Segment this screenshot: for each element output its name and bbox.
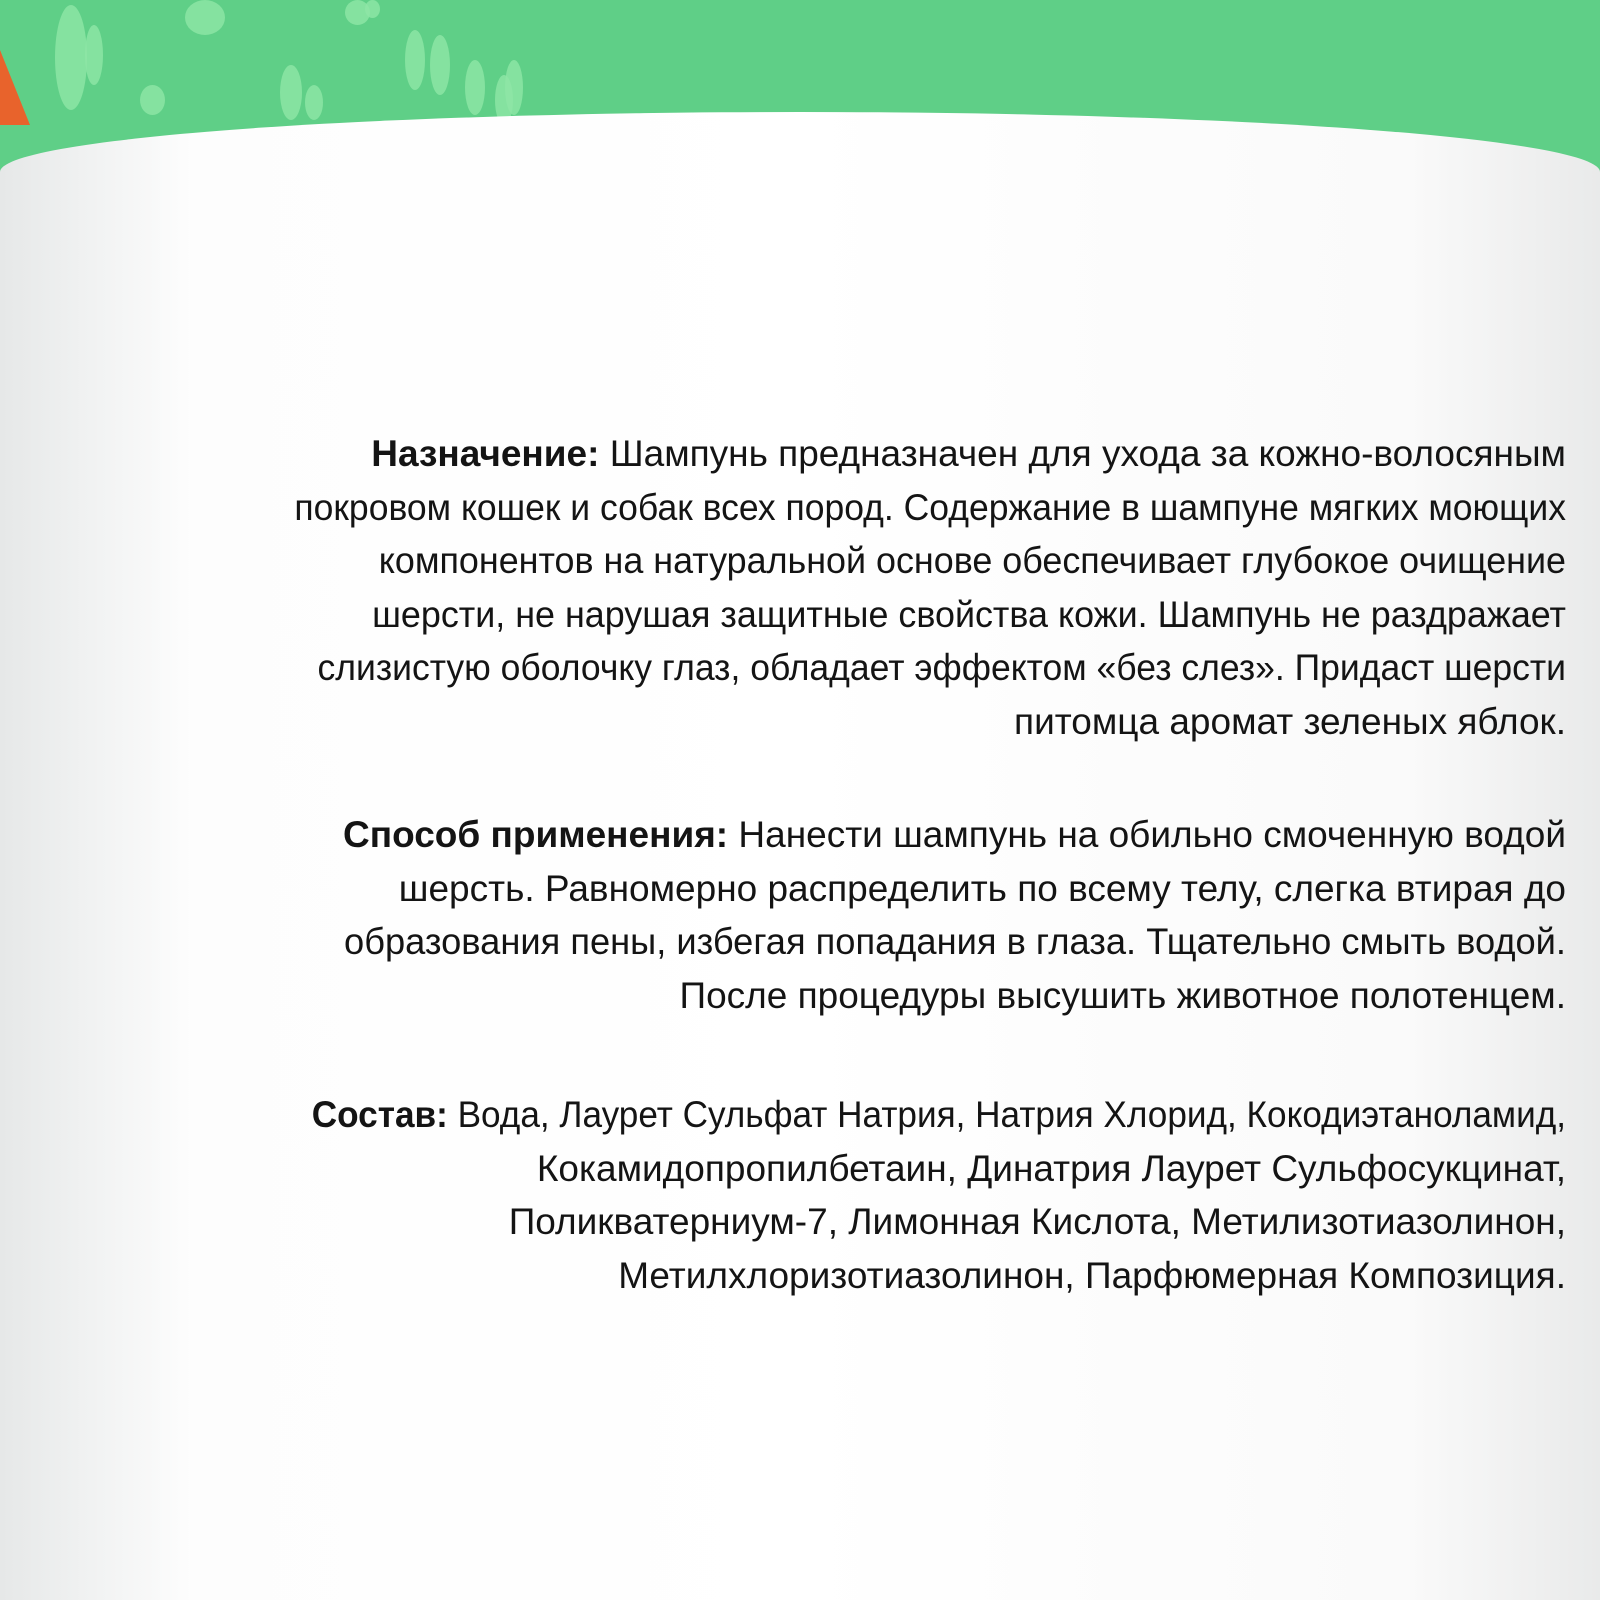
usage-line: шерсть. Равномерно распределить по всему телу, слегка втирая до	[398, 867, 1566, 909]
purpose-line: слизистую оболочку глаз, обладает эффектом «без слез». Придаст шерсти	[317, 647, 1566, 688]
purpose-line: Назначение: Шампунь предназначен для ухода за кожно-волосяным	[371, 433, 1566, 474]
purpose-line: покровом кошек и собак всех пород. Содержание в шампуне мягких моющих	[294, 486, 1566, 528]
usage-line: После процедуры высушить животное полотенцем.	[679, 974, 1566, 1016]
purpose-section	[26, 427, 1566, 748]
usage-heading: Способ применения:	[343, 814, 729, 855]
orange-stripe	[0, 0, 30, 125]
purpose-line: компонентов на натуральной основе обеспечивает глубокое очищение	[378, 540, 1567, 581]
usage-section	[26, 808, 1566, 1022]
composition-section	[26, 1088, 1566, 1302]
purpose-heading: Назначение:	[371, 433, 600, 474]
composition-line: Состав: Вода, Лаурет Сульфат Натрия, Натрия Хлорид, Кокодиэтаноламид,	[311, 1094, 1566, 1135]
composition-line: Метилхлоризотиазолинон, Парфюмерная Композиция.	[618, 1254, 1566, 1296]
composition-line: Поликватерниум-7, Лимонная Кислота, Метилизотиазолинон,	[508, 1201, 1566, 1242]
usage-line: Способ применения: Нанести шампунь на обильно смоченную водой	[343, 814, 1566, 855]
purpose-line: питомца аромат зеленых яблок.	[1014, 700, 1566, 742]
composition-line: Кокамидопропилбетаин, Динатрия Лаурет Сульфосукцинат,	[536, 1147, 1566, 1189]
usage-line: образования пены, избегая попадания в глаза. Тщательно смыть водой.	[344, 921, 1566, 962]
composition-heading: Состав:	[311, 1094, 448, 1135]
purpose-line: шерсти, не нарушая защитные свойства кожи. Шампунь не раздражает	[372, 593, 1567, 635]
